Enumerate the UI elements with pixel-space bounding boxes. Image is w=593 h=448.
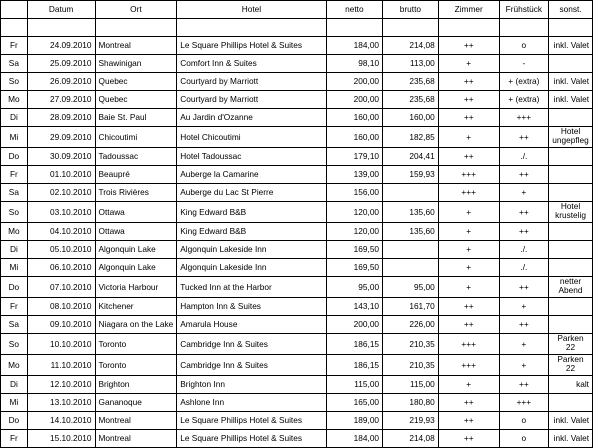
cell-brutto: 113,00	[383, 55, 439, 73]
cell-sonst	[549, 241, 593, 259]
header-ort: Ort	[95, 1, 177, 19]
cell-hotel: Courtyard by Marriott	[177, 91, 326, 109]
sonst-note: netter Abend	[558, 276, 583, 295]
cell-brutto: 161,70	[383, 298, 439, 316]
cell-hotel: Tucked Inn at the Harbor	[177, 277, 326, 298]
sonst-note: inkl. Valet	[553, 415, 589, 425]
cell-fruehstueck: +++	[499, 109, 548, 127]
cell-zimmer: +	[438, 277, 499, 298]
table-row	[1, 55, 593, 73]
header-sonst: sonst.	[549, 1, 593, 19]
cell-netto: 120,00	[326, 202, 382, 223]
cell-day: Mi	[1, 259, 28, 277]
cell-zimmer: +	[438, 55, 499, 73]
cell-brutto: 219,93	[383, 412, 439, 430]
cell-day: Mo	[1, 91, 28, 109]
cell-sonst	[549, 412, 593, 430]
cell-ort: Tadoussac	[95, 148, 177, 166]
cell-day: Di	[1, 376, 28, 394]
cell-zimmer: +	[438, 259, 499, 277]
cell-ort: Algonquin Lake	[95, 259, 177, 277]
cell-day: Fr	[1, 37, 28, 55]
cell-date: 26.09.2010	[27, 73, 95, 91]
cell-day: Mi	[1, 394, 28, 412]
cell-brutto: 204,41	[383, 148, 439, 166]
cell-hotel: Courtyard by Marriott	[177, 73, 326, 91]
cell-hotel: Brighton Inn	[177, 376, 326, 394]
cell-zimmer: ++	[438, 109, 499, 127]
cell-netto: 160,00	[326, 127, 382, 148]
cell-day: Sa	[1, 184, 28, 202]
cell-fruehstueck: ++	[499, 202, 548, 223]
cell-hotel: King Edward B&B	[177, 223, 326, 241]
cell-brutto: 235,68	[383, 91, 439, 109]
cell-hotel: Algonquin Lakeside Inn	[177, 259, 326, 277]
cell-sonst	[549, 394, 593, 412]
cell-ort: Ottawa	[95, 202, 177, 223]
cell-hotel: Auberge du Lac St Pierre	[177, 184, 326, 202]
table-row	[1, 91, 593, 109]
cell-netto: 200,00	[326, 91, 382, 109]
table-row	[1, 241, 593, 259]
table-row	[1, 166, 593, 184]
cell-zimmer: +	[438, 376, 499, 394]
cell-ort: Montreal	[95, 37, 177, 55]
cell-sonst	[549, 430, 593, 448]
cell-ort: Shawinigan	[95, 55, 177, 73]
cell-brutto: 210,35	[383, 355, 439, 376]
cell-sonst	[549, 184, 593, 202]
cell-day: Mo	[1, 223, 28, 241]
cell-fruehstueck: + (extra)	[499, 91, 548, 109]
cell-zimmer: ++	[438, 394, 499, 412]
cell-day: Di	[1, 109, 28, 127]
cell-ort: Toronto	[95, 355, 177, 376]
cell-fruehstueck: ++	[499, 277, 548, 298]
cell-netto: 120,00	[326, 223, 382, 241]
cell-sonst	[549, 376, 593, 394]
cell-netto: 95,00	[326, 277, 382, 298]
table-row	[1, 277, 593, 298]
cell-netto: 169,50	[326, 241, 382, 259]
table-row	[1, 394, 593, 412]
cell-ort: Beaupré	[95, 166, 177, 184]
cell-brutto: 159,93	[383, 166, 439, 184]
sonst-note: inkl. Valet	[553, 76, 589, 86]
cell-netto: 189,00	[326, 412, 382, 430]
cell-day: Fr	[1, 430, 28, 448]
cell-date: 29.09.2010	[27, 127, 95, 148]
cell-date: 07.10.2010	[27, 277, 95, 298]
cell-ort: Chicoutimi	[95, 127, 177, 148]
cell-netto: 200,00	[326, 73, 382, 91]
cell-brutto: 214,08	[383, 37, 439, 55]
table-row	[1, 298, 593, 316]
header-datum: Datum	[27, 1, 95, 19]
cell-brutto	[383, 259, 439, 277]
cell-fruehstueck: ++	[499, 376, 548, 394]
cell-date: 09.10.2010	[27, 316, 95, 334]
table-row	[1, 355, 593, 376]
table-row	[1, 316, 593, 334]
cell-hotel: King Edward B&B	[177, 202, 326, 223]
header-hotel: Hotel	[177, 1, 326, 19]
cell-brutto: 210,35	[383, 334, 439, 355]
cell-brutto: 235,68	[383, 73, 439, 91]
cell-sonst	[549, 277, 593, 298]
cell-ort: Kitchener	[95, 298, 177, 316]
table-row	[1, 37, 593, 55]
cell-day: Fr	[1, 166, 28, 184]
cell-sonst	[549, 91, 593, 109]
cell-netto: 179,10	[326, 148, 382, 166]
cell-date: 13.10.2010	[27, 394, 95, 412]
cell-sonst	[549, 355, 593, 376]
cell-fruehstueck: ++	[499, 223, 548, 241]
cell-netto: 165,00	[326, 394, 382, 412]
cell-day: Do	[1, 412, 28, 430]
header-netto: netto	[326, 1, 382, 19]
header-zimmer: Zimmer	[438, 1, 499, 19]
cell-fruehstueck: o	[499, 412, 548, 430]
cell-zimmer: +	[438, 127, 499, 148]
cell-fruehstueck: ++	[499, 316, 548, 334]
cell-brutto: 135,60	[383, 223, 439, 241]
cell-brutto: 115,00	[383, 376, 439, 394]
table-row	[1, 127, 593, 148]
cell-date: 08.10.2010	[27, 298, 95, 316]
cell-netto: 143,10	[326, 298, 382, 316]
cell-ort: Montreal	[95, 412, 177, 430]
cell-date: 25.09.2010	[27, 55, 95, 73]
table-row	[1, 109, 593, 127]
cell-day: Di	[1, 241, 28, 259]
cell-zimmer: +++	[438, 166, 499, 184]
cell-ort: Trois Rivières	[95, 184, 177, 202]
cell-day: So	[1, 334, 28, 355]
cell-netto: 98,10	[326, 55, 382, 73]
cell-date: 24.09.2010	[27, 37, 95, 55]
cell-ort: Niagara on the Lake	[95, 316, 177, 334]
cell-brutto: 226,00	[383, 316, 439, 334]
cell-ort: Quebec	[95, 73, 177, 91]
cell-hotel: Hotel Tadoussac	[177, 148, 326, 166]
header-fruehstueck: Frühstück	[499, 1, 548, 19]
cell-zimmer: ++	[438, 37, 499, 55]
cell-fruehstueck: ++	[499, 127, 548, 148]
cell-sonst	[549, 259, 593, 277]
cell-fruehstueck: +	[499, 334, 548, 355]
cell-fruehstueck: +	[499, 298, 548, 316]
cell-zimmer: +	[438, 202, 499, 223]
cell-hotel: Hampton Inn & Suites	[177, 298, 326, 316]
cell-zimmer: ++	[438, 316, 499, 334]
cell-day: Mi	[1, 127, 28, 148]
cell-brutto: 160,00	[383, 109, 439, 127]
cell-date: 06.10.2010	[27, 259, 95, 277]
cell-day: Mo	[1, 355, 28, 376]
cell-sonst	[549, 202, 593, 223]
cell-sonst	[549, 109, 593, 127]
cell-sonst	[549, 73, 593, 91]
cell-hotel: Comfort Inn & Suites	[177, 55, 326, 73]
cell-brutto	[383, 241, 439, 259]
cell-day: Do	[1, 277, 28, 298]
cell-date: 12.10.2010	[27, 376, 95, 394]
cell-netto: 160,00	[326, 109, 382, 127]
cell-sonst	[549, 223, 593, 241]
cell-hotel: Hotel Chicoutimi	[177, 127, 326, 148]
cell-netto: 156,00	[326, 184, 382, 202]
cell-ort: Victoria Harbour	[95, 277, 177, 298]
cell-ort: Brighton	[95, 376, 177, 394]
cell-ort: Gananoque	[95, 394, 177, 412]
cell-date: 03.10.2010	[27, 202, 95, 223]
cell-hotel: Algonquin Lakeside Inn	[177, 241, 326, 259]
cell-netto: 186,15	[326, 355, 382, 376]
table-row	[1, 223, 593, 241]
cell-sonst	[549, 37, 593, 55]
cell-date: 11.10.2010	[27, 355, 95, 376]
cell-day: So	[1, 73, 28, 91]
cell-ort: Ottawa	[95, 223, 177, 241]
cell-fruehstueck: +++	[499, 394, 548, 412]
sonst-note: inkl. Valet	[553, 40, 589, 50]
sonst-note: inkl. Valet	[553, 433, 589, 443]
cell-netto: 186,15	[326, 334, 382, 355]
table-row	[1, 73, 593, 91]
cell-sonst	[549, 127, 593, 148]
cell-fruehstueck: -	[499, 55, 548, 73]
cell-netto: 115,00	[326, 376, 382, 394]
cell-sonst	[549, 55, 593, 73]
cell-date: 27.09.2010	[27, 91, 95, 109]
cell-day: Do	[1, 148, 28, 166]
cell-fruehstueck: ./.	[499, 241, 548, 259]
cell-hotel: Le Square Phillips Hotel & Suites	[177, 412, 326, 430]
cell-hotel: Ashlone Inn	[177, 394, 326, 412]
table-row	[1, 412, 593, 430]
cell-ort: Algonquin Lake	[95, 241, 177, 259]
cell-zimmer: ++	[438, 430, 499, 448]
cell-date: 15.10.2010	[27, 430, 95, 448]
cell-hotel: Le Square Phillips Hotel & Suites	[177, 37, 326, 55]
cell-fruehstueck: o	[499, 430, 548, 448]
cell-brutto: 95,00	[383, 277, 439, 298]
table-row	[1, 184, 593, 202]
cell-hotel: Au Jardin d'Ozanne	[177, 109, 326, 127]
table-row	[1, 430, 593, 448]
cell-day: Sa	[1, 55, 28, 73]
cell-fruehstueck: ./.	[499, 259, 548, 277]
cell-netto: 139,00	[326, 166, 382, 184]
cell-ort: Montreal	[95, 430, 177, 448]
cell-hotel: Le Square Phillips Hotel & Suites	[177, 430, 326, 448]
cell-ort: Baie St. Paul	[95, 109, 177, 127]
cell-fruehstueck: o	[499, 37, 548, 55]
cell-day: Sa	[1, 316, 28, 334]
cell-fruehstueck: +	[499, 355, 548, 376]
cell-fruehstueck: ++	[499, 166, 548, 184]
cell-date: 28.09.2010	[27, 109, 95, 127]
sonst-note: Parken 22	[557, 354, 584, 373]
spacer-row	[1, 19, 593, 37]
cell-zimmer: +	[438, 241, 499, 259]
cell-brutto: 182,85	[383, 127, 439, 148]
table-row	[1, 202, 593, 223]
cell-fruehstueck: +	[499, 184, 548, 202]
table-row	[1, 148, 593, 166]
cell-hotel: Cambridge Inn & Suites	[177, 355, 326, 376]
cell-date: 30.09.2010	[27, 148, 95, 166]
cell-date: 05.10.2010	[27, 241, 95, 259]
cell-ort: Toronto	[95, 334, 177, 355]
cell-brutto	[383, 184, 439, 202]
cell-date: 04.10.2010	[27, 223, 95, 241]
cell-date: 01.10.2010	[27, 166, 95, 184]
cell-brutto: 214,08	[383, 430, 439, 448]
cell-date: 02.10.2010	[27, 184, 95, 202]
header-row	[1, 1, 593, 19]
cell-hotel: Amarula House	[177, 316, 326, 334]
cell-sonst	[549, 298, 593, 316]
cell-sonst	[549, 166, 593, 184]
cell-ort: Quebec	[95, 91, 177, 109]
cell-day: Fr	[1, 298, 28, 316]
cell-zimmer: ++	[438, 298, 499, 316]
cell-day: So	[1, 202, 28, 223]
cell-zimmer: +++	[438, 334, 499, 355]
cell-sonst	[549, 334, 593, 355]
cell-zimmer: ++	[438, 148, 499, 166]
sonst-note: Parken 22	[557, 333, 584, 352]
cell-sonst	[549, 148, 593, 166]
cell-netto: 184,00	[326, 37, 382, 55]
cell-date: 10.10.2010	[27, 334, 95, 355]
cell-netto: 184,00	[326, 430, 382, 448]
cell-zimmer: ++	[438, 91, 499, 109]
cell-brutto: 180,80	[383, 394, 439, 412]
cell-zimmer: ++	[438, 73, 499, 91]
cell-hotel: Cambridge Inn & Suites	[177, 334, 326, 355]
cell-netto: 200,00	[326, 316, 382, 334]
header-brutto: brutto	[383, 1, 439, 19]
sonst-note: Hotel ungepfleg	[552, 126, 589, 145]
sonst-note: Hotel krustelig	[555, 201, 586, 220]
table-row	[1, 334, 593, 355]
cell-fruehstueck: + (extra)	[499, 73, 548, 91]
table-row	[1, 376, 593, 394]
cell-sonst	[549, 316, 593, 334]
cell-zimmer: +++	[438, 184, 499, 202]
sonst-note: kalt	[576, 379, 589, 389]
cell-netto: 169,50	[326, 259, 382, 277]
cell-zimmer: +	[438, 223, 499, 241]
cell-zimmer: ++	[438, 412, 499, 430]
cell-date: 14.10.2010	[27, 412, 95, 430]
table-row	[1, 259, 593, 277]
sonst-note: inkl. Valet	[553, 94, 589, 104]
header-day	[1, 1, 28, 19]
cell-brutto: 135,60	[383, 202, 439, 223]
cell-hotel: Auberge la Camarine	[177, 166, 326, 184]
cell-zimmer: +++	[438, 355, 499, 376]
cell-fruehstueck: ./.	[499, 148, 548, 166]
